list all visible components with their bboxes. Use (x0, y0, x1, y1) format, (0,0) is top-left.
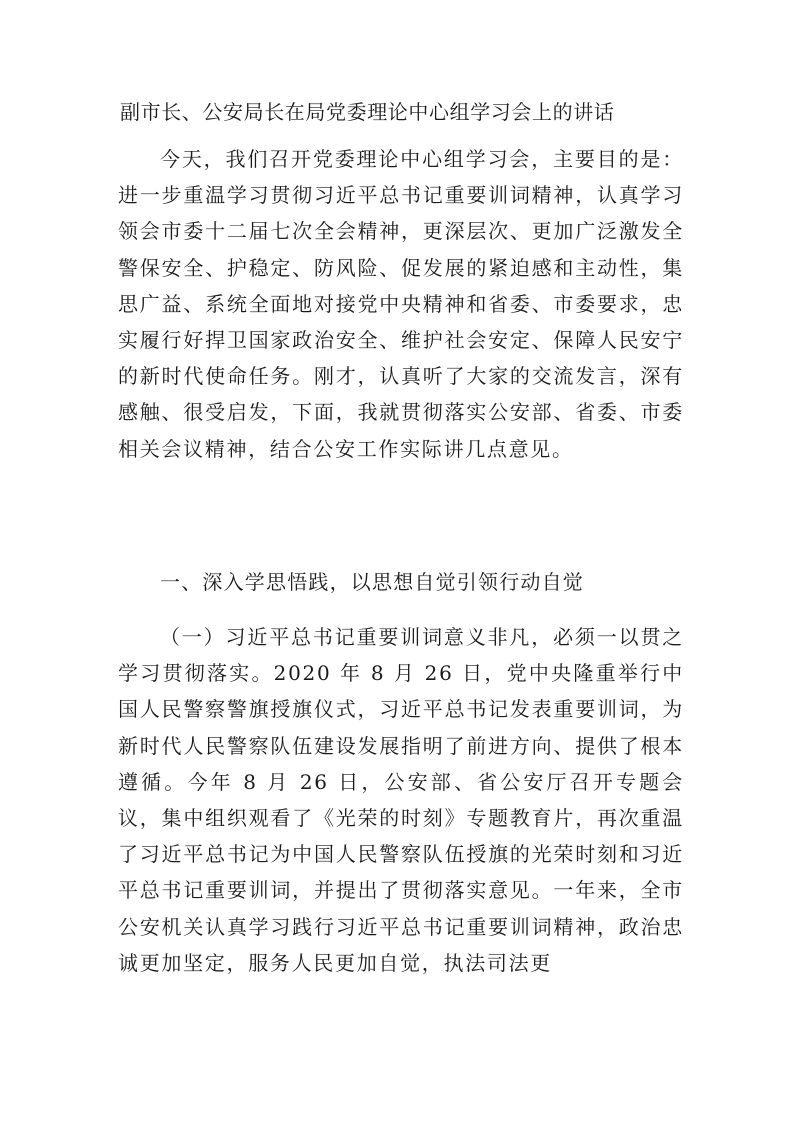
subsection-paragraph: （一）习近平总书记重要训词意义非凡，必须一以贯之学习贯彻落实。2020 年 8 月 26 日，党中央隆重举行中国人民警察警旗授旗仪式，习近平总书记发表重要训词，为新时代人民警察队伍建设发展指明了前进方向、提供了根本遵循。今年 8 月 26 日，公安部、省公安厅召开专题会议，集中组织观看了《光荣的时刻》专题教育片，再次重温了习近平总书记为中国人民警察队伍授旗的光荣时刻和习近平总书记重要训词，并提出了贯彻落实意见。一年来，全市公安机关认真学习践行习近平总书记重要训词精神，政治忠诚更加坚定，服务人民更加自觉，执法司法更 (118, 625, 684, 975)
document-title: 副市长、公安局长在局党委理论中心组学习会上的讲话 (120, 100, 615, 124)
intro-paragraph: 今天，我们召开党委理论中心组学习会，主要目的是：进一步重温学习贯彻习近平总书记重要训词精神，认真学习领会市委十二届七次全会精神，更深层次、更加广泛激发全警保安全、护稳定、防风险、促发展的紧迫感和主动性，集思广益、系统全面地对接党中央精神和省委、市委要求，忠实履行好捍卫国家政治安全、维护社会安定、保障人民安宁的新时代使命任务。刚才，认真听了大家的交流发言，深有感触、很受启发，下面，我就贯彻落实公安部、省委、市委相关会议精神，结合公安工作实际讲几点意见。 (118, 147, 684, 461)
section-heading: 一、深入学思悟践，以思想自觉引领行动自觉 (160, 570, 584, 594)
